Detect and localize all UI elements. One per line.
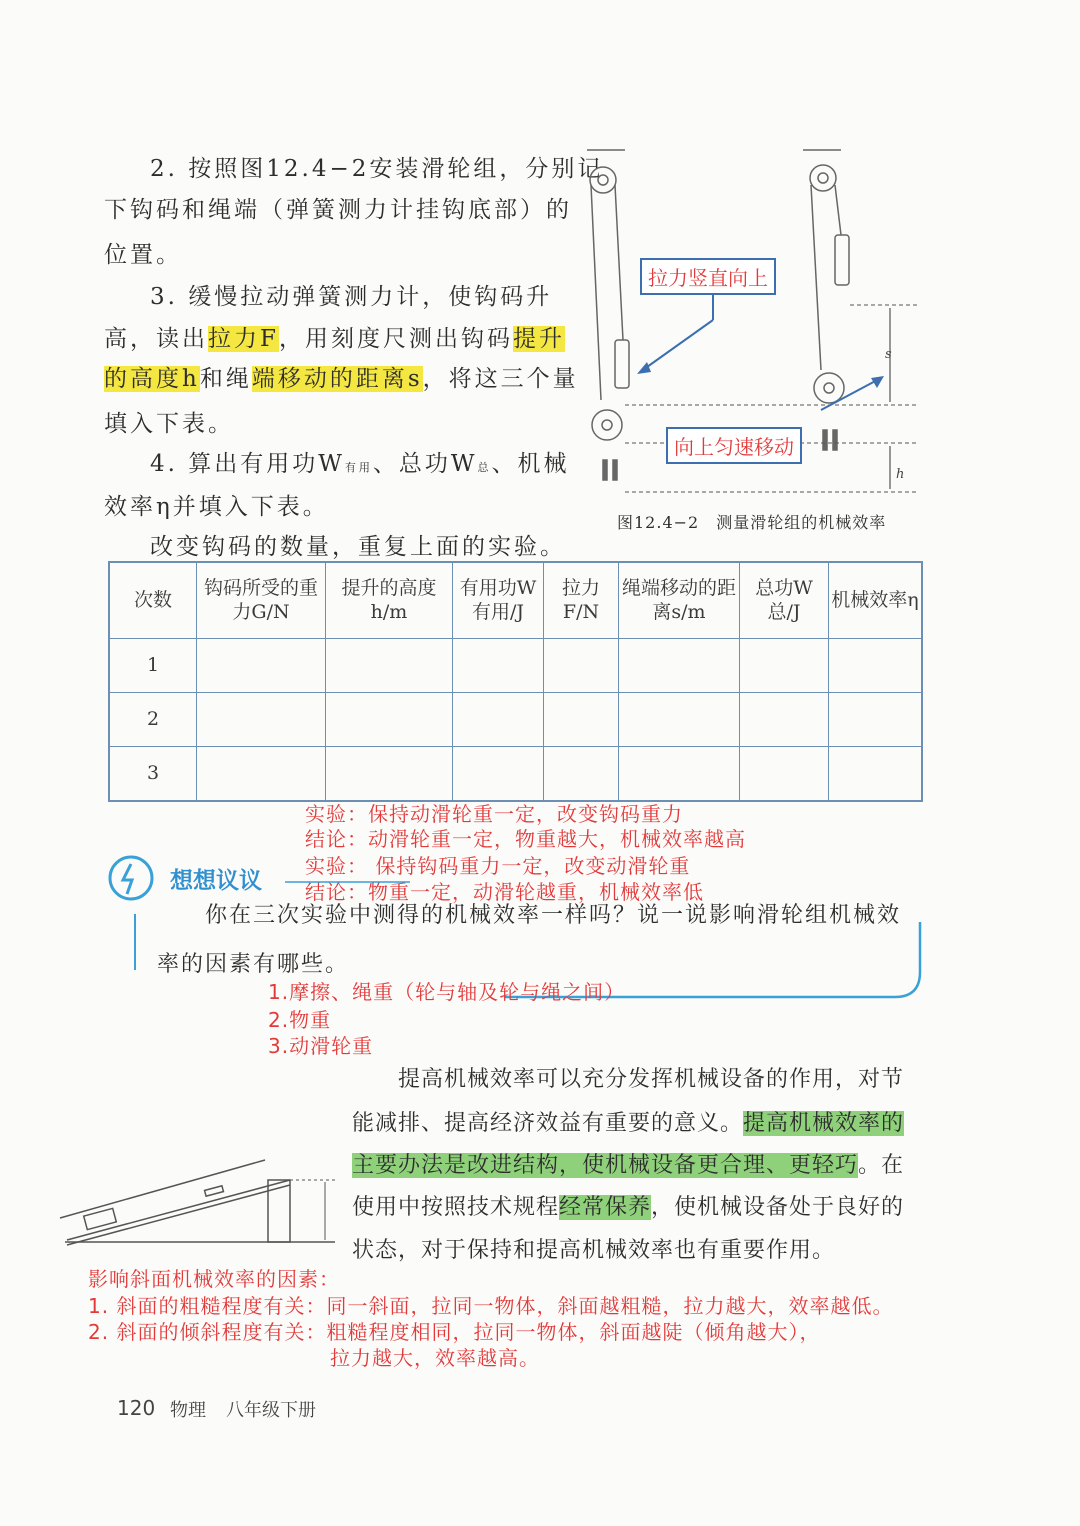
th-efficiency: 机械效率η <box>829 562 923 638</box>
row-index: 3 <box>109 746 197 801</box>
highlight-maintenance: 经常保养 <box>559 1195 652 1220</box>
text: 使用中按照技术规程 <box>352 1195 560 1220</box>
cell[interactable] <box>326 692 453 746</box>
incline-note-2 <box>88 1316 820 1345</box>
discussion-title: 想想议议 <box>170 868 262 894</box>
cell[interactable] <box>544 692 619 746</box>
text: 1. 斜面的粗糙程度有关： <box>88 1294 327 1318</box>
note-conclusion-2: 结论：物重一定，动滑轮越重，机械效率低 <box>305 880 704 904</box>
table-row <box>109 746 922 801</box>
highlight-lift: 提升 <box>512 326 565 352</box>
cell[interactable] <box>453 746 544 801</box>
th-height: 提升的高度h/m <box>326 562 453 638</box>
discussion-question-line2: 率的因素有哪些。 <box>157 952 350 977</box>
step5: 改变钩码的数量，重复上面的实验。 <box>150 534 566 560</box>
step3-line1: 3. 缓慢拉动弹簧测力计，使钩码升 <box>150 284 553 310</box>
label-pull-vertical: 拉力竖直向上 <box>640 258 776 295</box>
subscript: 有用 <box>344 461 373 474</box>
cell[interactable] <box>326 746 453 801</box>
step4-line1 <box>150 445 570 478</box>
cell[interactable] <box>197 746 326 801</box>
footer-grade: 八年级下册 <box>226 1400 316 1421</box>
note-conclusion-1: 结论：动滑轮重一定，物重越大，机械效率越高 <box>305 827 746 851</box>
para-line2 <box>352 1106 904 1137</box>
text: 2. 斜面的倾斜程度有关： <box>88 1320 327 1344</box>
answer-3: 3.动滑轮重 <box>268 1034 374 1058</box>
table-row <box>109 638 922 692</box>
para-line5: 状态，对于保持和提高机械效率也有重要作用。 <box>352 1238 836 1263</box>
highlight-structure: 主要办法是改进结构，使机械设备更合理、更轻巧 <box>352 1153 859 1178</box>
step3-line3 <box>104 360 579 393</box>
th-total-work: 总功W总/J <box>740 562 829 638</box>
highlight-height: 的高度h <box>104 366 200 392</box>
th-force: 拉力F/N <box>544 562 619 638</box>
cell[interactable] <box>829 746 923 801</box>
cell[interactable] <box>197 692 326 746</box>
text: 。在 <box>858 1153 905 1178</box>
cell[interactable] <box>619 746 740 801</box>
cell[interactable] <box>829 692 923 746</box>
incline-note-1 <box>88 1290 893 1319</box>
text: 高，读出 <box>104 326 208 352</box>
th-useful-work: 有用功W有用/J <box>453 562 544 638</box>
text: 4. 算出有用功W <box>150 451 345 477</box>
cell[interactable] <box>453 692 544 746</box>
cell[interactable] <box>453 638 544 692</box>
data-table <box>108 561 923 802</box>
step3-line4: 填入下表。 <box>104 411 234 437</box>
para-line4 <box>352 1190 904 1221</box>
para-line1: 提高机械效率可以充分发挥机械设备的作用，对节 <box>398 1067 905 1092</box>
text: 和绳 <box>199 366 252 392</box>
cell[interactable] <box>740 692 829 746</box>
step3-line2 <box>104 320 565 353</box>
step4-line2: 效率η并填入下表。 <box>104 494 329 520</box>
cell[interactable] <box>829 638 923 692</box>
cell[interactable] <box>740 638 829 692</box>
page-number: 120 <box>117 1396 156 1420</box>
answer-1: 1.摩擦、绳重（轮与轴及轮与绳之间） <box>268 980 626 1004</box>
note-experiment-1: 实验：保持动滑轮重一定，改变钩码重力 <box>305 802 683 826</box>
cell[interactable] <box>619 692 740 746</box>
cell[interactable] <box>619 638 740 692</box>
text: ，将这三个量 <box>422 366 579 392</box>
text: ，使机械设备处于良好的 <box>651 1195 905 1220</box>
th-count: 次数 <box>109 562 197 638</box>
table-header-row <box>109 562 922 638</box>
note-experiment-2: 实验： 保持钩码重力一定，改变动滑轮重 <box>305 854 691 878</box>
answer-2: 2.物重 <box>268 1008 332 1032</box>
footer-subject: 物理 <box>170 1400 206 1421</box>
table-row <box>109 692 922 746</box>
step2-line2: 下钩码和绳端（弹簧测力计挂钩底部）的 <box>104 197 572 223</box>
text: ，用刻度尺测出钩码 <box>278 326 513 352</box>
text: 、总功W <box>372 451 478 477</box>
figure-caption: 图12.4−2 测量滑轮组的机械效率 <box>617 513 887 532</box>
incline-figure <box>55 1150 345 1255</box>
text: 同一斜面，拉同一物体，斜面越粗糙，拉力越大，效率越低。 <box>326 1294 894 1318</box>
highlight-distance: 端移动的距离s <box>251 366 423 392</box>
highlight-method: 提高机械效率的 <box>743 1111 905 1136</box>
text: 、机械 <box>491 451 570 477</box>
cell[interactable] <box>197 638 326 692</box>
th-weight: 钩码所受的重力G/N <box>197 562 326 638</box>
incline-note-title: 影响斜面机械效率的因素： <box>88 1267 340 1291</box>
text: 粗糙程度相同，拉同一物体，斜面越陡（倾角越大）， <box>326 1320 821 1344</box>
incline-note-3: 拉力越大，效率越高。 <box>330 1346 540 1370</box>
row-index: 2 <box>109 692 197 746</box>
text: 能减排、提高经济效益有重要的意义。 <box>352 1111 744 1136</box>
cell[interactable] <box>326 638 453 692</box>
row-index: 1 <box>109 638 197 692</box>
step2-line3: 位置。 <box>104 242 182 268</box>
discussion-question-line1: 你在三次实验中测得的机械效率一样吗？说一说影响滑轮组机械效 <box>205 903 902 928</box>
cell[interactable] <box>740 746 829 801</box>
h-mark: h <box>896 467 905 482</box>
label-move-up: 向上匀速移动 <box>666 427 802 464</box>
step2-line1: 2. 按照图12.4−2安装滑轮组，分别记 <box>150 156 604 182</box>
para-line3 <box>352 1148 904 1179</box>
cell[interactable] <box>544 746 619 801</box>
highlight-force: 拉力F <box>208 326 279 352</box>
s-mark: s <box>885 347 892 362</box>
th-distance: 绳端移动的距离s/m <box>619 562 740 638</box>
cell[interactable] <box>544 638 619 692</box>
subscript: 总 <box>477 461 492 474</box>
